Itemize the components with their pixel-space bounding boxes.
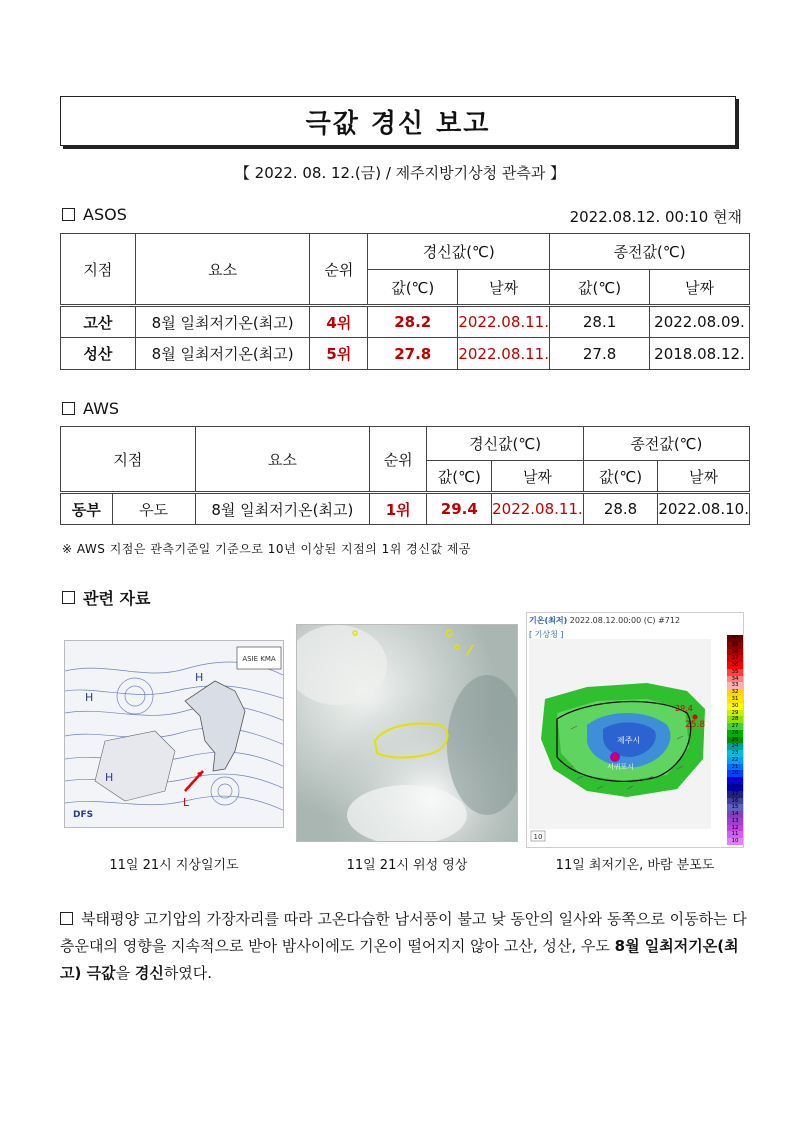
prev-val-cell: 28.1 <box>550 306 650 338</box>
colorbar-cell: 23 <box>727 750 743 757</box>
colorbar-cell: 40 <box>727 635 743 642</box>
place-label-a: 제주시 <box>617 736 641 745</box>
svg-text:L: L <box>183 796 190 809</box>
header-prev-val: 값(℃) <box>583 461 658 493</box>
header-prev-date: 날짜 <box>658 461 750 493</box>
station-cell: 성산 <box>61 338 136 370</box>
svg-text:H: H <box>105 771 114 784</box>
temperature-map-figure <box>526 612 744 848</box>
colorbar-cell: 32 <box>727 689 743 696</box>
prev-date-cell: 2022.08.10. <box>658 493 750 525</box>
satellite-figure <box>296 624 518 842</box>
satellite-image <box>297 625 518 842</box>
figure-caption-3: 11일 최저기온, 바람 분포도 <box>555 858 715 873</box>
title-box <box>60 96 736 146</box>
map-title: 기온(최저) <box>529 616 568 625</box>
table-row <box>61 338 750 370</box>
prev-val-cell: 27.8 <box>550 338 650 370</box>
value-label-a: 25.8 <box>685 720 706 730</box>
colorbar-cell: 30 <box>727 703 743 710</box>
rank-cell: 5위 <box>310 338 368 370</box>
rank-cell: 1위 <box>369 493 427 525</box>
colorbar-cell: 26 <box>727 730 743 737</box>
subtitle: 【 2022. 08. 12.(금) / 제주지방기상청 관측과 】 <box>234 164 566 182</box>
new-date-cell: 2022.08.11. <box>458 338 550 370</box>
colorbar-cell: 34 <box>727 676 743 683</box>
aws-note: ※ AWS 지점은 관측기준일 기준으로 10년 이상된 지점의 1위 경신값 제공 <box>62 542 471 556</box>
related-heading <box>62 586 150 609</box>
colorbar-cell: 35 <box>727 669 743 676</box>
new-val-cell: 28.2 <box>368 306 458 338</box>
aws-table <box>60 426 750 525</box>
header-new-value: 경신값(℃) <box>427 427 583 461</box>
colorbar-cell: 11 <box>727 831 743 838</box>
checkbox-square-icon <box>60 912 73 925</box>
header-new-date: 날짜 <box>458 270 550 306</box>
weather-chart-figure <box>64 640 284 828</box>
colorbar-cell: 10 <box>727 838 743 845</box>
colorbar-cell: 17 <box>727 791 743 798</box>
summary-text-1: 북태평양 고기압의 가장자리를 따라 고온다습한 남서풍이 불고 낮 동안의 일사와 동쪽으로 이동하는 다층운대의 영향을 지속적으로 받아 밤사이에도 기온이 떨어지지 않아 고산, 성산, 우도 <box>60 910 747 955</box>
new-val-cell: 29.4 <box>427 493 492 525</box>
asos-heading <box>62 205 127 224</box>
dfs-label: DFS <box>73 810 94 820</box>
figure-caption-2: 11일 21시 위성 영상 <box>346 858 468 873</box>
region-cell: 동부 <box>61 493 113 525</box>
temperature-map-image <box>527 629 727 849</box>
page-title: 극값 경신 보고 <box>305 108 491 139</box>
prev-date-cell: 2018.08.12. <box>649 338 749 370</box>
element-cell: 8월 일최저기온(최고) <box>135 306 310 338</box>
colorbar-cell: 21 <box>727 764 743 771</box>
weather-chart-image <box>65 641 284 828</box>
colorbar-cell: 15 <box>727 804 743 811</box>
header-new-val: 값(℃) <box>427 461 492 493</box>
asos-time: 2022.08.12. 00:10 현재 <box>569 208 742 226</box>
aws-heading <box>62 399 119 418</box>
header-prev-date: 날짜 <box>649 270 749 306</box>
value-label-b: 29.4 <box>675 704 693 713</box>
map-time: 2022.08.12.00:00 (C) #712 <box>569 616 681 625</box>
svg-text:H: H <box>195 671 204 684</box>
header-station: 지점 <box>61 427 196 493</box>
header-new-value: 경신값(℃) <box>368 234 550 270</box>
asos-table <box>60 233 750 370</box>
colorbar-cell: 25 <box>727 737 743 744</box>
summary-bold-1: 8월 일최저기온(최고) 극값 <box>60 937 739 982</box>
colorbar-cell: 14 <box>727 811 743 818</box>
colorbar-cell: 36 <box>727 662 743 669</box>
colorbar-cell: 13 <box>727 818 743 825</box>
colorbar-cell: 39 <box>727 642 743 649</box>
new-val-cell: 27.8 <box>368 338 458 370</box>
element-cell: 8월 일최저기온(최고) <box>195 493 369 525</box>
scale-note: 10 <box>533 833 543 841</box>
header-prev-value: 종전값(℃) <box>583 427 749 461</box>
prev-date-cell: 2022.08.09. <box>649 306 749 338</box>
figure-caption-1: 11일 21시 지상일기도 <box>109 858 239 873</box>
new-date-cell: 2022.08.11. <box>492 493 584 525</box>
summary-text-3: 하였다. <box>163 964 213 982</box>
colorbar-cell: 29 <box>727 710 743 717</box>
header-station: 지점 <box>61 234 136 306</box>
colorbar-cell: 16 <box>727 798 743 805</box>
asos-heading-label: ASOS <box>83 205 127 224</box>
kma-label: ASIE KMA <box>242 655 276 663</box>
place-label-b: 서귀포시 <box>607 763 635 771</box>
temperature-colorbar <box>727 635 743 845</box>
table-row <box>61 493 750 525</box>
colorbar-cell: 31 <box>727 696 743 703</box>
colorbar-cell: 24 <box>727 743 743 750</box>
table-row <box>61 306 750 338</box>
header-new-date: 날짜 <box>492 461 584 493</box>
colorbar-cell: 19 <box>727 777 743 784</box>
header-rank: 순위 <box>310 234 368 306</box>
colorbar-cell: 28 <box>727 716 743 723</box>
header-prev-value: 종전값(℃) <box>550 234 750 270</box>
aws-heading-label: AWS <box>83 399 120 418</box>
svg-text:H: H <box>85 691 94 704</box>
header-prev-val: 값(℃) <box>550 270 650 306</box>
station-cell: 고산 <box>61 306 136 338</box>
checkbox-square-icon <box>62 591 75 604</box>
header-rank: 순위 <box>369 427 427 493</box>
colorbar-cell: 33 <box>727 682 743 689</box>
checkbox-square-icon <box>62 208 75 221</box>
rank-cell: 4위 <box>310 306 368 338</box>
station-cell: 우도 <box>112 493 195 525</box>
colorbar-cell: 37 <box>727 655 743 662</box>
colorbar-cell: 22 <box>727 757 743 764</box>
summary-text-2: 을 <box>115 964 135 982</box>
header-element: 요소 <box>195 427 369 493</box>
summary-paragraph <box>60 906 750 987</box>
header-element: 요소 <box>135 234 310 306</box>
summary-bold-2: 경신 <box>134 964 164 982</box>
colorbar-cell: 27 <box>727 723 743 730</box>
colorbar-cell: 20 <box>727 770 743 777</box>
colorbar-cell: 12 <box>727 825 743 832</box>
map-tag: [ 기상청 ] <box>529 630 564 639</box>
related-heading-label: 관련 자료 <box>83 589 151 608</box>
new-date-cell: 2022.08.11. <box>458 306 550 338</box>
colorbar-cell: 38 <box>727 649 743 656</box>
element-cell: 8월 일최저기온(최고) <box>135 338 310 370</box>
checkbox-square-icon <box>62 402 75 415</box>
prev-val-cell: 28.8 <box>583 493 658 525</box>
header-new-val: 값(℃) <box>368 270 458 306</box>
colorbar-cell: 18 <box>727 784 743 791</box>
